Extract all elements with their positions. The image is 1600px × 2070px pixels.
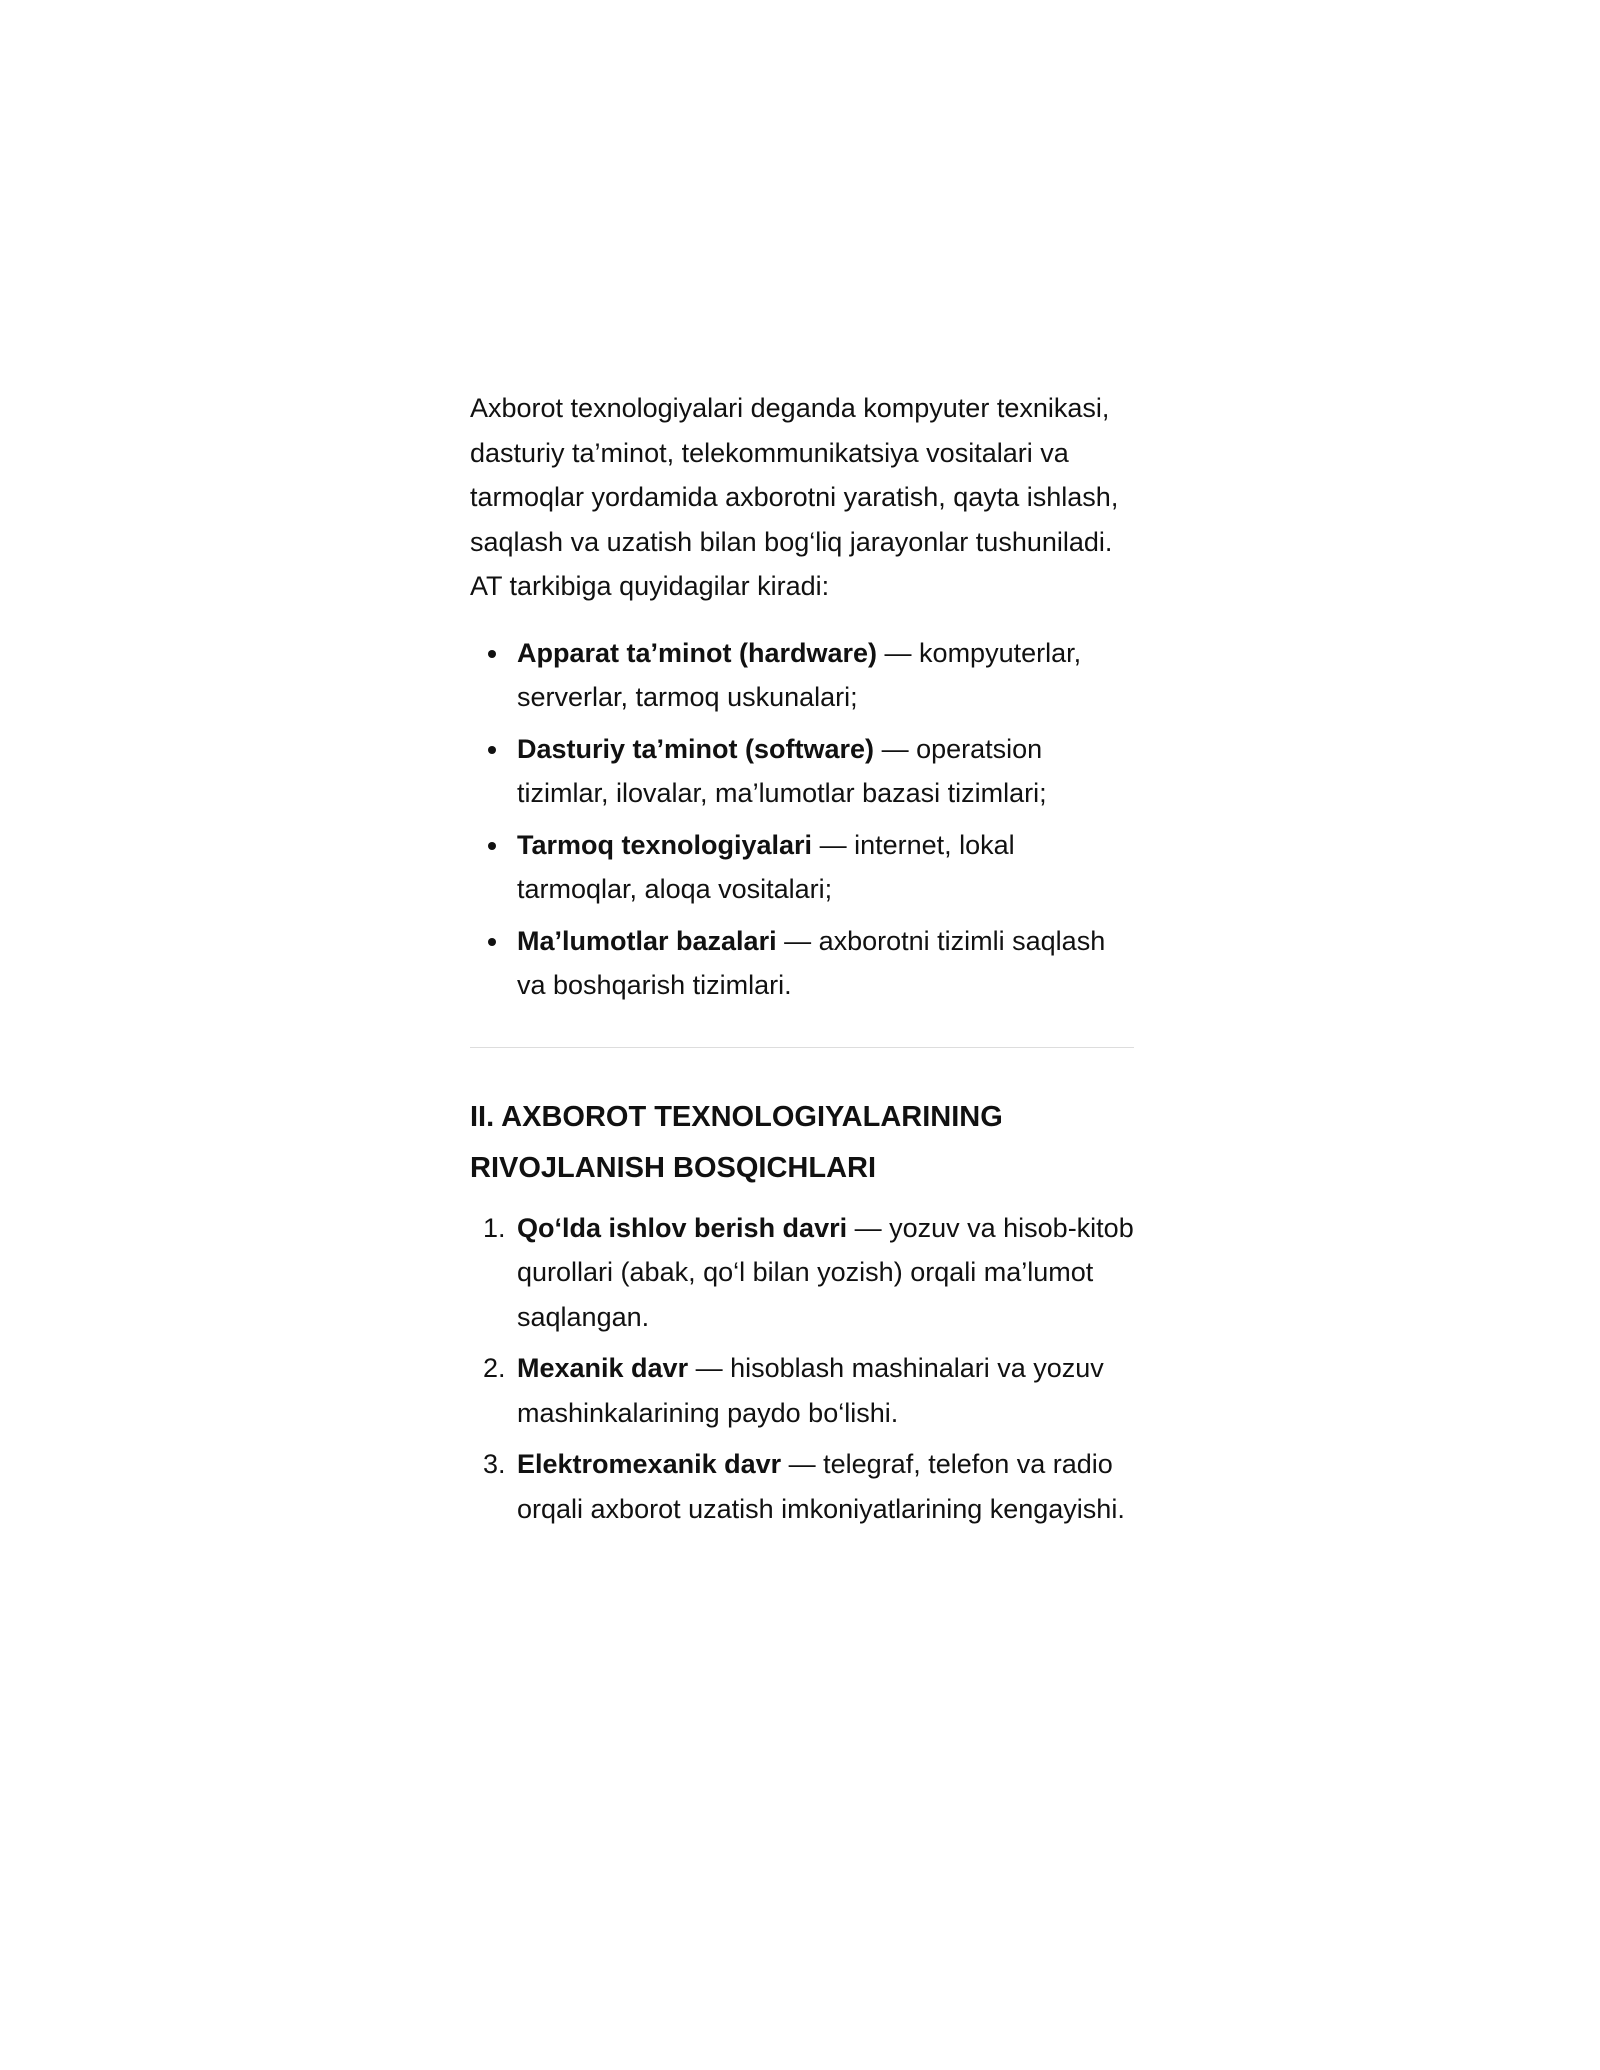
list-item (483, 1346, 1134, 1435)
list-item-term: Elektromexanik davr (517, 1449, 782, 1479)
section-divider (470, 1047, 1134, 1048)
list-item-number: 3. (483, 1449, 506, 1479)
list-item-term: Apparat ta’minot (hardware) (517, 637, 878, 668)
list-item-number: 1. (483, 1212, 506, 1243)
list-item (483, 1442, 1134, 1531)
intro-paragraph: Axborot texnologiyalari deganda kompyuter texnikasi, dasturiy ta’minot, telekommunikatsiya vositalari va tarmoqlar yordamida axborotni yaratish, qayta ishlash, saqlash va uzatish bilan bog‘liq jarayonlar tushuniladi. AT tarkibiga quyidagilar kiradi: (470, 393, 1119, 601)
list-item (517, 631, 1134, 719)
list-item-desc: — axborotni tizimli saqlash va boshqarish tizimlari. (517, 925, 1106, 1000)
document-page (470, 386, 1134, 1538)
components-list (470, 631, 1134, 1007)
list-item (517, 727, 1134, 815)
list-item-desc: — hisoblash mashinalari va yozuv mashinkalarining paydo bo‘lishi. (517, 1353, 1104, 1428)
list-item-term: Mexanik davr (517, 1353, 689, 1383)
list-item-desc: — telegraf, telefon va radio orqali axborot uzatish imkoniyatlarining kengayishi. (517, 1449, 1125, 1524)
list-item-number: 2. (483, 1353, 506, 1383)
list-item-term: Qo‘lda ishlov berish davri (517, 1212, 848, 1243)
list-item-term: Ma’lumotlar bazalari (517, 925, 777, 956)
list-item-desc: — operatsion tizimlar, ilovalar, ma’lumotlar bazasi tizimlari; (517, 733, 1047, 808)
list-item-term: Tarmoq texnologiyalari (517, 829, 813, 860)
list-item-term: Dasturiy ta’minot (software) (517, 733, 875, 764)
list-item-desc: — yozuv va hisob-kitob qurollari (abak, qo‘l bilan yozish) orqali ma’lumot saqlangan. (517, 1212, 1134, 1332)
list-item-desc: — kompyuterlar, serverlar, tarmoq uskunalari; (517, 637, 1082, 712)
list-item (517, 823, 1134, 911)
list-item-desc: — internet, lokal tarmoqlar, aloqa vositalari; (517, 829, 1015, 904)
list-item (517, 919, 1134, 1007)
stages-list (470, 1206, 1134, 1532)
list-item (483, 1206, 1134, 1340)
section-title: II. AXBOROT TEXNOLOGIYALARINING RIVOJLANISH BOSQICHLARI (470, 1100, 1003, 1184)
